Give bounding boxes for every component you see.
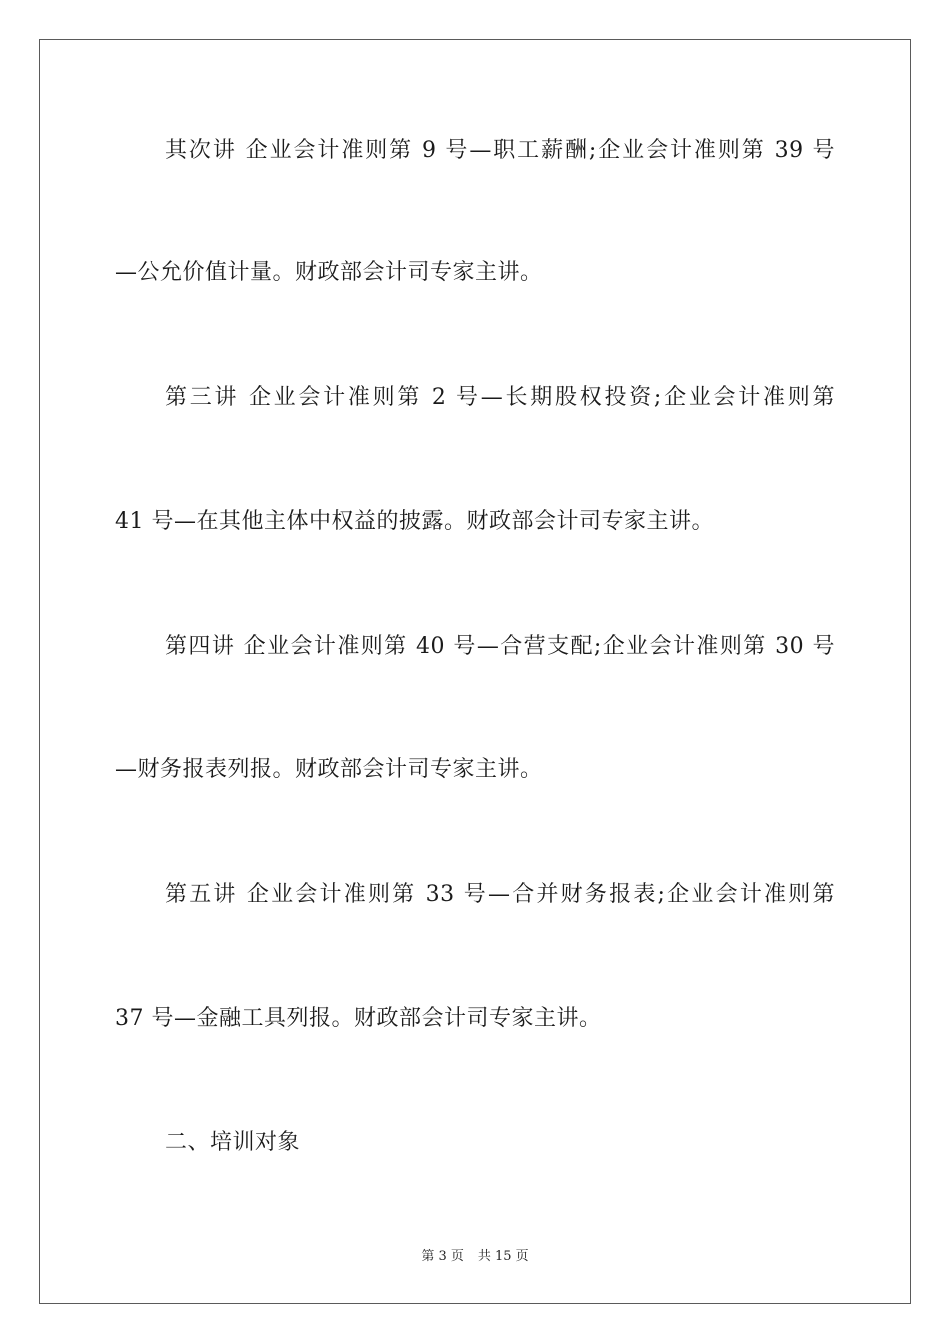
lecture-5-line-1: 第五讲 企业会计准则第 33 号—合并财务报表;企业会计准则第 <box>165 882 835 907</box>
page-footer <box>0 1248 950 1266</box>
section-heading-training-target: 二、培训对象 <box>165 1130 301 1155</box>
lecture-2-line-1: 其次讲 企业会计准则第 9 号—职工薪酬;企业会计准则第 39 号 <box>165 138 835 163</box>
lecture-2-line-2: —公允价值计量。财政部会计司专家主讲。 <box>115 260 543 285</box>
page-frame <box>39 39 911 1304</box>
lecture-3-line-1: 第三讲 企业会计准则第 2 号—长期股权投资;企业会计准则第 <box>165 385 835 410</box>
lecture-3-line-2: 41 号—在其他主体中权益的披露。财政部会计司专家主讲。 <box>115 509 714 534</box>
page-number-total: 共 15 页 <box>477 1249 529 1264</box>
page-number-current: 第 3 页 <box>421 1249 464 1264</box>
lecture-4-line-2: —财务报表列报。财政部会计司专家主讲。 <box>115 757 543 782</box>
lecture-4-line-1: 第四讲 企业会计准则第 40 号—合营支配;企业会计准则第 30 号 <box>165 634 835 659</box>
lecture-5-line-2: 37 号—金融工具列报。财政部会计司专家主讲。 <box>115 1006 602 1031</box>
